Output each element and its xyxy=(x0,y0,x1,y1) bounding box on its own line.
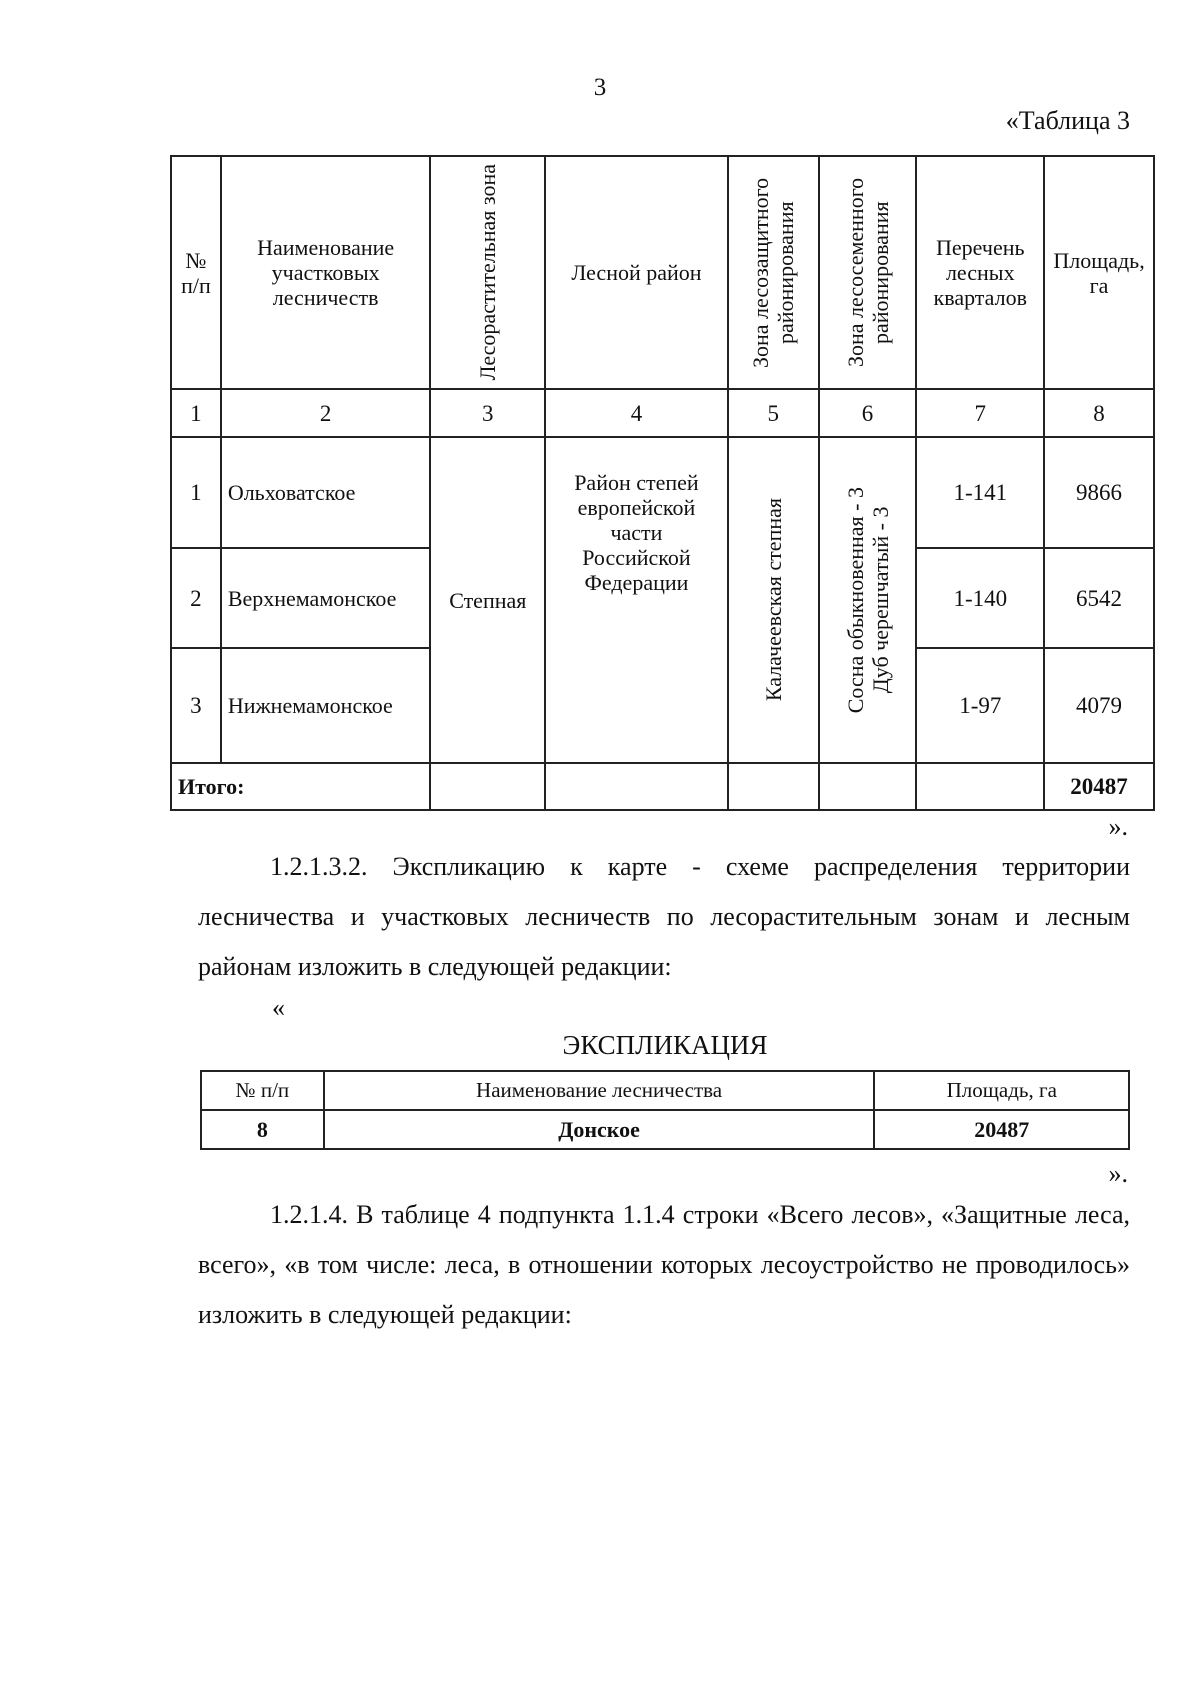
explication-area: 20487 xyxy=(874,1110,1129,1149)
total-label: Итого: xyxy=(171,763,430,810)
explication-table xyxy=(200,1070,1130,1150)
seed-cell: Сосна обыкновенная - 3 Дуб черешчатый - 3 xyxy=(819,437,917,763)
header-name: Наименование участковых лесничеств xyxy=(221,156,431,389)
explication-header-area: Площадь, га xyxy=(874,1071,1129,1110)
paragraph-1-2-1-4: 1.2.1.4. В таблице 4 подпункта 1.1.4 строки «Всего лесов», «Защитные леса, всего», «в том числе: леса, в отношении которых лесоустройство не проводилось» изложить в следующей редакции: xyxy=(198,1200,1130,1329)
explication-name: Донское xyxy=(324,1110,875,1149)
header-quarters: Перечень лесных кварталов xyxy=(916,156,1044,389)
protective-cell: Калачеевская степная xyxy=(728,437,819,763)
column-numbers-row xyxy=(171,389,1154,437)
table-caption: «Таблица 3 xyxy=(1005,106,1130,135)
region-cell: Район степей европейской части Российской Федерации xyxy=(545,437,728,763)
col-number: 3 xyxy=(430,389,545,437)
explication-num: 8 xyxy=(201,1110,324,1149)
empty-cell xyxy=(916,763,1044,810)
col-number: 5 xyxy=(728,389,819,437)
explication-title: ЭКСПЛИКАЦИЯ xyxy=(562,1030,768,1060)
header-area: Площадь, га xyxy=(1044,156,1154,389)
row-name: Ольховатское xyxy=(221,437,431,548)
table-closing-quote: ». xyxy=(1108,812,1128,841)
header-num: № п/п xyxy=(171,156,221,389)
row-num: 2 xyxy=(171,548,221,648)
explication-header-num: № п/п xyxy=(201,1071,324,1110)
header-region: Лесной район xyxy=(545,156,728,389)
empty-cell xyxy=(819,763,917,810)
row-num: 1 xyxy=(171,437,221,548)
col-number: 7 xyxy=(916,389,1044,437)
explication-row xyxy=(201,1110,1129,1149)
zone-cell: Степная xyxy=(430,437,545,763)
open-quote: « xyxy=(272,993,285,1022)
explication-closing-quote: ». xyxy=(1108,1159,1128,1188)
row-quarters: 1-97 xyxy=(916,648,1044,763)
explication-header-name: Наименование лесничества xyxy=(324,1071,875,1110)
header-protective: Зона лесозащитного районирования xyxy=(728,156,819,389)
row-area: 6542 xyxy=(1044,548,1154,648)
row-area: 9866 xyxy=(1044,437,1154,548)
col-number: 2 xyxy=(221,389,431,437)
header-seed: Зона лесосеменного районирования xyxy=(819,156,917,389)
row-name: Верхнемамонское xyxy=(221,548,431,648)
empty-cell xyxy=(545,763,728,810)
page-number: 3 xyxy=(593,74,607,101)
explication-header-row xyxy=(201,1071,1129,1110)
col-number: 8 xyxy=(1044,389,1154,437)
table-header-row xyxy=(171,156,1154,389)
row-quarters: 1-140 xyxy=(916,548,1044,648)
total-row xyxy=(171,763,1154,810)
paragraph-1-2-1-3-2: 1.2.1.3.2. Экспликацию к карте - схеме распределения территории лесничества и участковых лесничеств по лесорастительным зонам и лесным районам изложить в следующей редакции: xyxy=(198,852,1130,981)
header-zone: Лесорастительная зона xyxy=(430,156,545,389)
empty-cell xyxy=(728,763,819,810)
row-quarters: 1-141 xyxy=(916,437,1044,548)
total-area: 20487 xyxy=(1044,763,1154,810)
row-num: 3 xyxy=(171,648,221,763)
row-name: Нижнемамонское xyxy=(221,648,431,763)
table-row xyxy=(171,437,1154,548)
col-number: 6 xyxy=(819,389,917,437)
col-number: 1 xyxy=(171,389,221,437)
empty-cell xyxy=(430,763,545,810)
row-area: 4079 xyxy=(1044,648,1154,763)
col-number: 4 xyxy=(545,389,728,437)
table-3 xyxy=(170,155,1155,811)
